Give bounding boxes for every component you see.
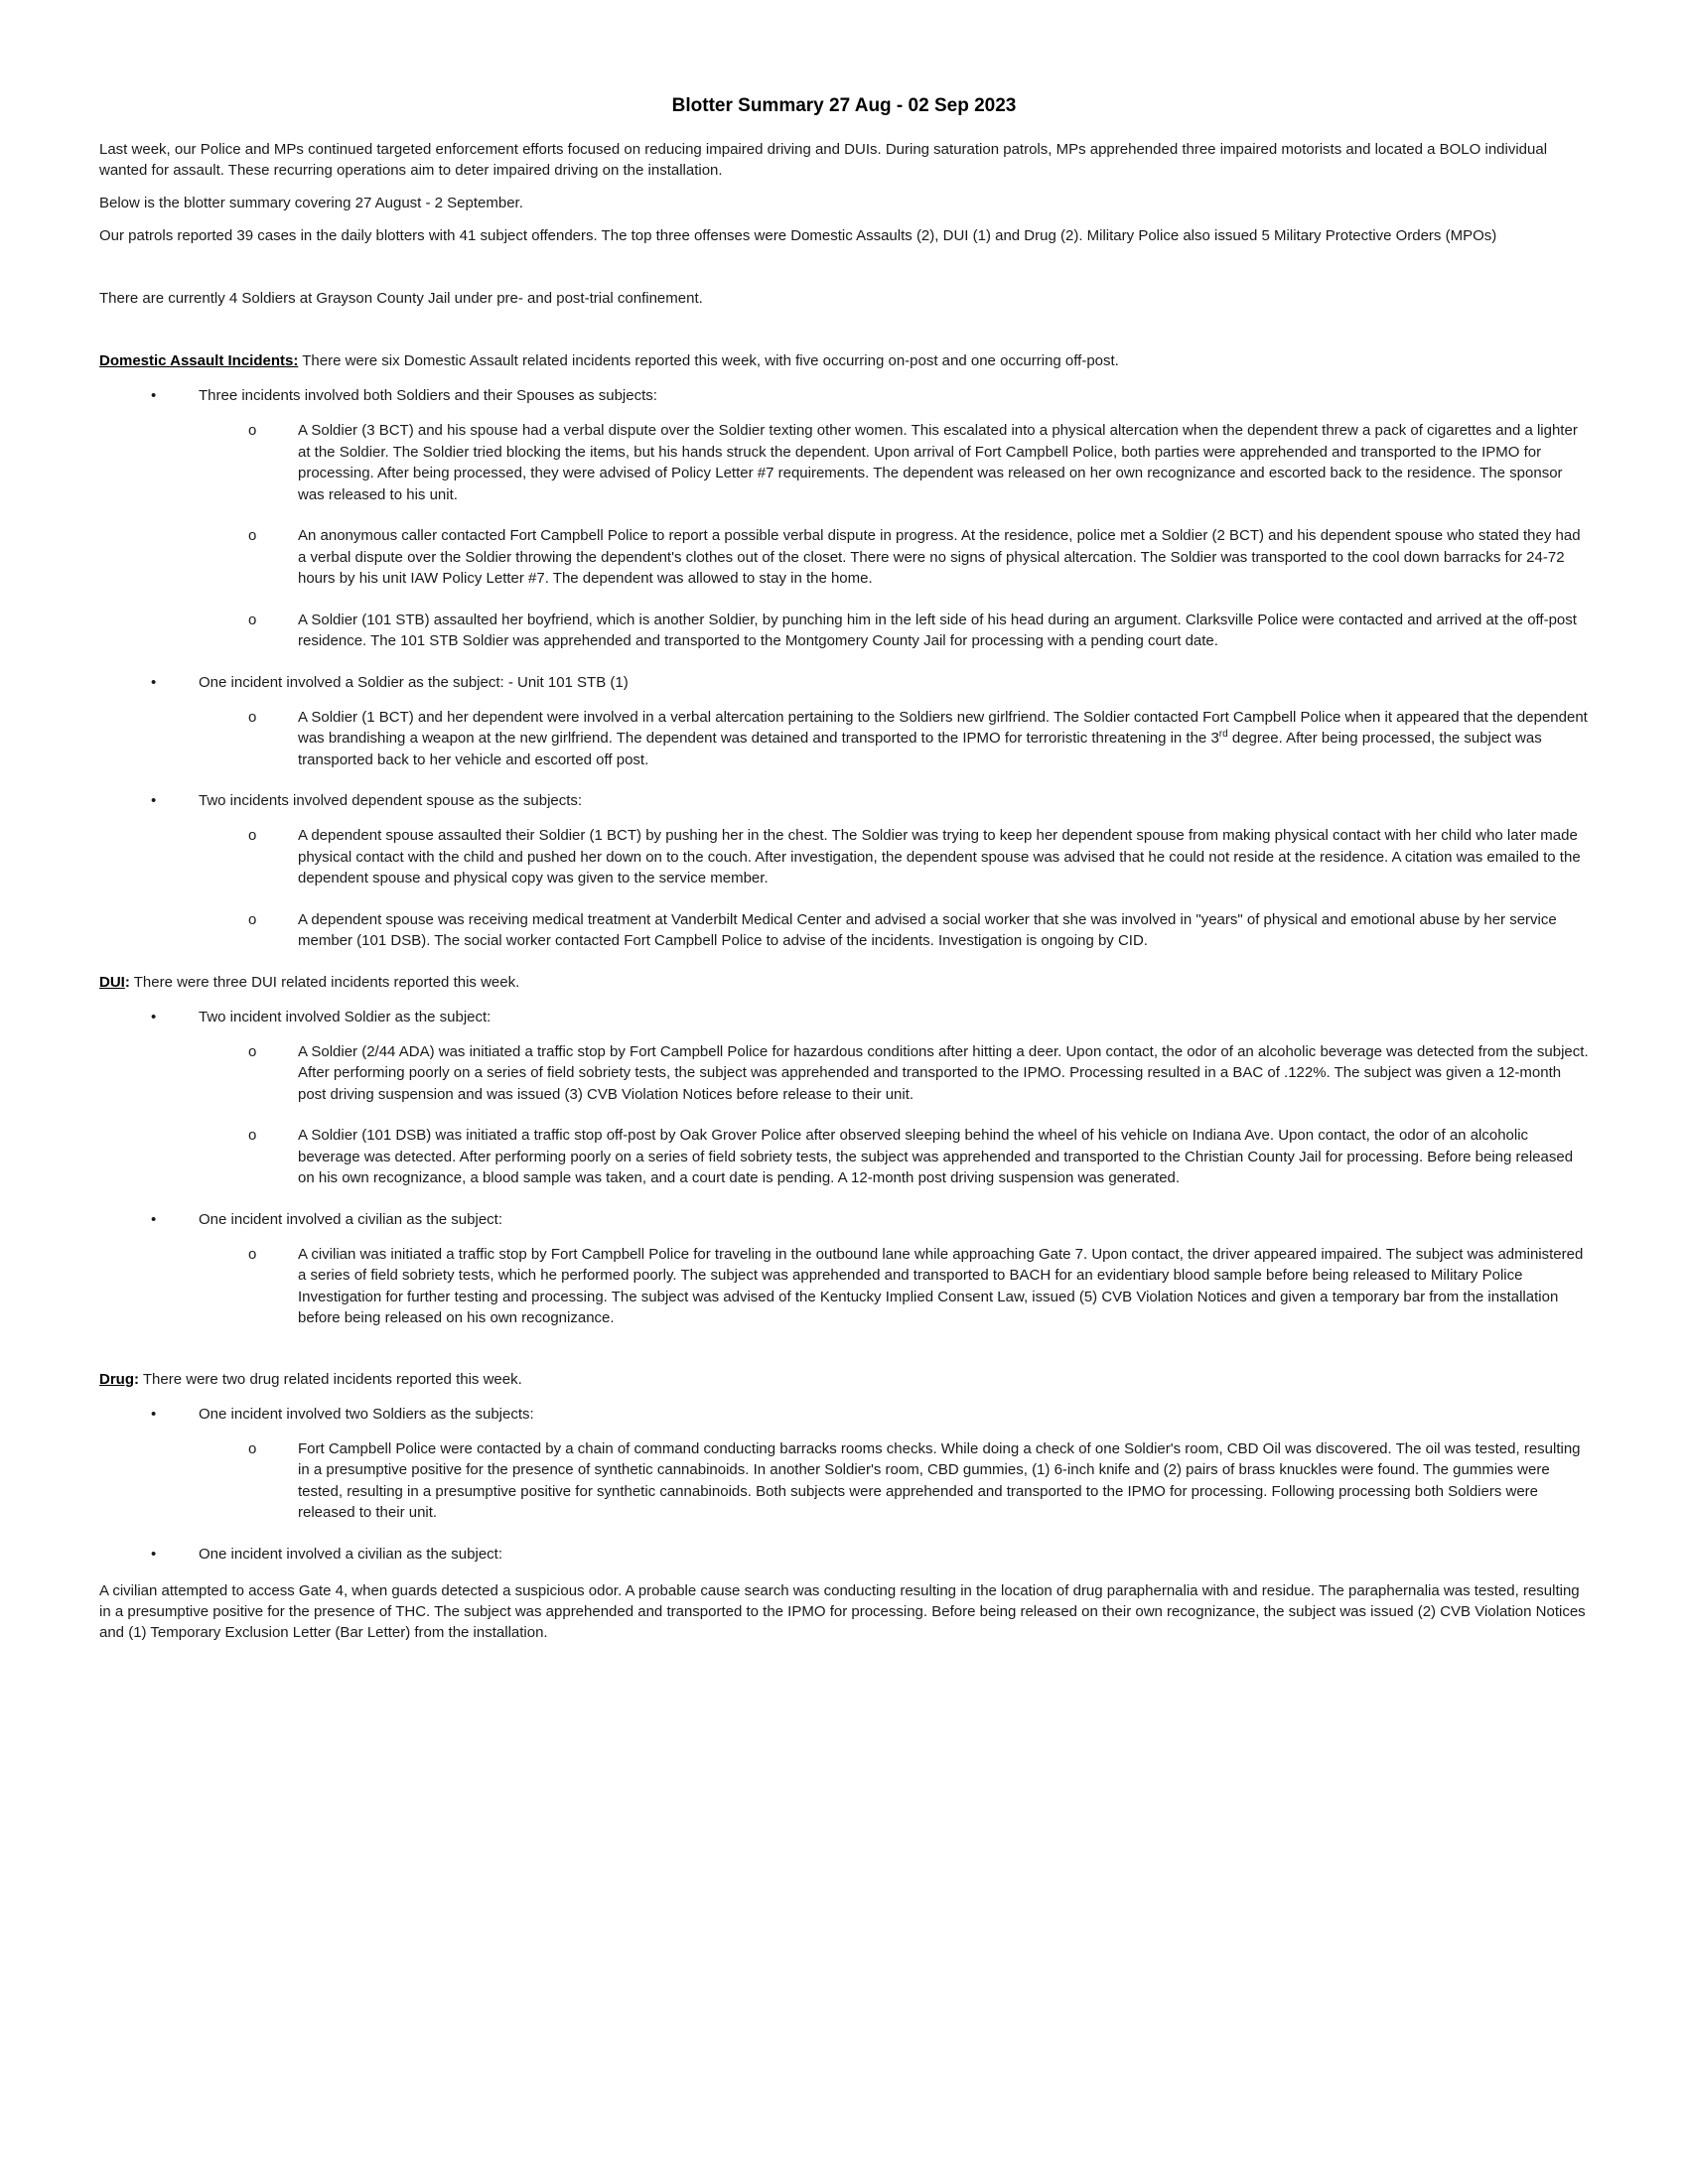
domestic-group-2-text: One incident involved a Soldier as the subject: - Unit 101 STB (1): [199, 673, 629, 691]
confinement-paragraph: There are currently 4 Soldiers at Grayson County Jail under pre- and post-trial confinement.: [99, 290, 703, 307]
drug-colon: :: [134, 1370, 139, 1388]
intro-paragraph-3: Our patrols reported 39 cases in the daily blotters with 41 subject offenders. The top three offenses were Domestic Assaults (2), DUI (1) and Drug (2). Military Police also issued 5 Military Protective Orders (MPOs): [99, 227, 1497, 244]
bullet-icon: •: [151, 1545, 157, 1563]
domestic-section-heading: [99, 350, 1589, 371]
domestic-group-1-item-1: [99, 420, 1589, 505]
sub-bullet-icon: o: [248, 1245, 257, 1263]
domestic-group-1-item-3: [99, 610, 1589, 652]
bullet-icon: •: [151, 1008, 157, 1025]
sub-bullet-icon: o: [248, 422, 257, 439]
intro-paragraph-1: Last week, our Police and MPs continued targeted enforcement efforts focused on reducing impaired driving and DUIs. During saturation patrols, MPs apprehended three impaired motorists and located a BOLO individual wanted for assault. These recurring operations aim to deter impaired driving on the installation.: [99, 141, 1548, 179]
drug-label: Drug: [99, 1370, 134, 1388]
domestic-group-3: [99, 790, 1589, 952]
sub-bullet-icon: o: [248, 1042, 257, 1060]
bullet-icon: •: [151, 1405, 157, 1423]
incident-text: A dependent spouse assaulted their Soldier (1 BCT) by pushing her in the chest. The Soldier was trying to keep her dependent spouse from making physical contact with her child who later made physical contact with the child and pushed her down on to the couch. After investigation, the dependent spouse was advised that he could not reside at the residence. A citation was emailed to the dependent spouse and physical copy was given to the service member.: [298, 827, 1581, 887]
domestic-group-1-item-2: [99, 525, 1589, 590]
incident-text: A civilian was initiated a traffic stop by Fort Campbell Police for traveling in the outbound lane while approaching Gate 7. Upon contact, the driver appeared impaired. The subject was administered a series of field sobriety tests, which he performed poorly. The subject was apprehended and transported to BACH for an evidentiary blood sample before being released to Military Police Investigation for further testing and processing. The subject was advised of the Kentucky Implied Consent Law, issued (5) CVB Violation Notices and given a temporary bar from the installation before being released on his own recognizance.: [298, 1245, 1584, 1326]
incident-text-part: A Soldier (1 BCT) and her dependent were involved in a verbal altercation pertaining to the Soldiers new girlfriend. The Soldier contacted Fort Campbell Police when it appeared that the dependent was brandishing a weapon at the new girlfriend. The dependent was detained and transported to the IPMO for terroristic threatening in the 3: [298, 708, 1588, 747]
domestic-group-3-text: Two incidents involved dependent spouse as the subjects:: [199, 792, 583, 809]
dui-group-1-item-2: [99, 1125, 1589, 1189]
incident-text: [298, 707, 1589, 771]
incident-text: A Soldier (101 STB) assaulted her boyfriend, which is another Soldier, by punching him in the left side of his head during an argument. Clarksville Police were contacted and arrived at the off-post residence. The 101 STB Soldier was apprehended and transported to the Montgomery County Jail for processing with a pending court date.: [298, 611, 1577, 649]
document-title: Blotter Summary 27 Aug - 02 Sep 2023: [671, 95, 1017, 116]
sub-bullet-icon: o: [248, 611, 257, 628]
sub-bullet-icon: o: [248, 527, 257, 544]
drug-group-2: [99, 1544, 1589, 1565]
sub-bullet-icon: o: [248, 827, 257, 844]
drug-group-2-text: One incident involved a civilian as the subject:: [199, 1545, 503, 1563]
drug-summary: There were two drug related incidents reported this week.: [139, 1370, 522, 1388]
dui-summary: There were three DUI related incidents reported this week.: [129, 973, 520, 991]
domestic-group-2: [99, 672, 1589, 771]
drug-closing-paragraph: A civilian attempted to access Gate 4, when guards detected a suspicious odor. A probable cause search was conducting resulting in the location of drug paraphernalia with and residue. The paraphernalia was tested, resulting in a presumptive positive for the presence of THC. The subject was apprehended and transported to the IPMO for processing. Before being released on their own recognizance, the subject was issued (2) CVB Violation Notices and (1) Temporary Exclusion Letter (Bar Letter) from the installation.: [99, 1581, 1586, 1641]
incident-text: A dependent spouse was receiving medical treatment at Vanderbilt Medical Center and advised a social worker that she was involved in "years" of physical and emotional abuse by her service member (101 DSB). The social worker contacted Fort Campbell Police to advise of the incidents. Investigation is ongoing by CID.: [298, 910, 1557, 949]
bullet-icon: •: [151, 1210, 157, 1228]
drug-group-1: [99, 1404, 1589, 1524]
dui-group-1: [99, 1007, 1589, 1189]
dui-group-2-item-1: [99, 1244, 1589, 1329]
dui-group-2-text: One incident involved a civilian as the subject:: [199, 1210, 503, 1228]
document-page: [99, 95, 1589, 1655]
ordinal-suffix: rd: [1218, 729, 1228, 740]
incident-text: A Soldier (101 DSB) was initiated a traffic stop off-post by Oak Grover Police after observed sleeping behind the wheel of his vehicle on Indiana Ave. Upon contact, the odor of an alcoholic beverage was detected. After performing poorly on a series of field sobriety tests, the subject was apprehended and transported to the Christian County Jail for processing. Before being released on his own recognizance, a blood sample was taken, and a court date is pending. A 12-month post driving suspension was generated.: [298, 1127, 1574, 1186]
bullet-icon: •: [151, 387, 157, 404]
dui-group-1-item-1: [99, 1041, 1589, 1106]
sub-bullet-icon: o: [248, 1439, 257, 1457]
incident-text: Fort Campbell Police were contacted by a chain of command conducting barracks rooms checks. While doing a check of one Soldier's room, CBD Oil was discovered. The oil was tested, resulting in a presumptive positive for the presence of synthetic cannabinoids. In another Soldier's room, CBD gummies, (1) 6-inch knife and (2) pairs of brass knuckles were found. The gummies were tested, resulting in a presumptive positive for synthetic cannabinoids. Both subjects were apprehended and transported to the IPMO for processing. Following processing both Soldiers were released to their unit.: [298, 1439, 1581, 1521]
dui-group-1-text: Two incident involved Soldier as the subject:: [199, 1008, 492, 1025]
incident-text: An anonymous caller contacted Fort Campbell Police to report a possible verbal dispute in progress. At the residence, police met a Soldier (2 BCT) and his dependent spouse who stated they had a verbal dispute over the Soldier throwing the dependent's clothes out of the closet. There were no signs of physical altercation. The Soldier was transported to the cool down barracks for 24-72 hours by his unit IAW Policy Letter #7. The dependent was allowed to stay in the home.: [298, 527, 1581, 587]
sub-bullet-icon: o: [248, 910, 257, 928]
drug-group-1-item-1: [99, 1438, 1589, 1524]
intro-paragraph-2: Below is the blotter summary covering 27 August - 2 September.: [99, 195, 523, 211]
dui-label: DUI: [99, 973, 125, 991]
dui-colon: :: [124, 973, 130, 991]
sub-bullet-icon: o: [248, 1127, 257, 1144]
incident-text: A Soldier (3 BCT) and his spouse had a verbal dispute over the Soldier texting other women. This escalated into a physical altercation when the dependent threw a pack of cigarettes and a lighter at the Soldier. The Soldier tried blocking the items, but his hands struck the dependent. Upon arrival of Fort Campbell Police, both parties were apprehended and transported to the IPMO for processing. After being processed, they were advised of Policy Letter #7 requirements. The dependent was released on her own recognizance and escorted back to the residence. The sponsor was released to his unit.: [298, 422, 1578, 503]
domestic-group-2-item-1: [99, 707, 1589, 771]
bullet-icon: •: [151, 673, 157, 691]
domestic-group-3-item-2: [99, 909, 1589, 952]
dui-section-heading: [99, 972, 1589, 993]
incident-text-part: degree. After being processed, the subject was transported back to her vehicle and escorted off post.: [298, 730, 1542, 768]
dui-group-2: [99, 1209, 1589, 1329]
domestic-label: Domestic Assault Incidents:: [99, 352, 299, 369]
drug-group-1-text: One incident involved two Soldiers as the subjects:: [199, 1405, 534, 1423]
domestic-group-3-item-1: [99, 825, 1589, 889]
bullet-icon: •: [151, 792, 157, 809]
domestic-group-1: [99, 385, 1589, 652]
domestic-summary: There were six Domestic Assault related incidents reported this week, with five occurring on-post and one occurring off-post.: [298, 352, 1119, 369]
incident-text: A Soldier (2/44 ADA) was initiated a traffic stop by Fort Campbell Police for hazardous conditions after hitting a deer. Upon contact, the odor of an alcoholic beverage was detected from the subject. After performing poorly on a series of field sobriety tests, the subject was apprehended and transported to the IPMO. Processing resulted in a BAC of .122%. The subject was given a 12-month post driving suspension and was issued (3) CVB Violation Notices before release to their unit.: [298, 1042, 1589, 1103]
drug-section-heading: [99, 1369, 1589, 1390]
domestic-group-1-text: Three incidents involved both Soldiers and their Spouses as subjects:: [199, 387, 657, 404]
sub-bullet-icon: o: [248, 708, 257, 726]
